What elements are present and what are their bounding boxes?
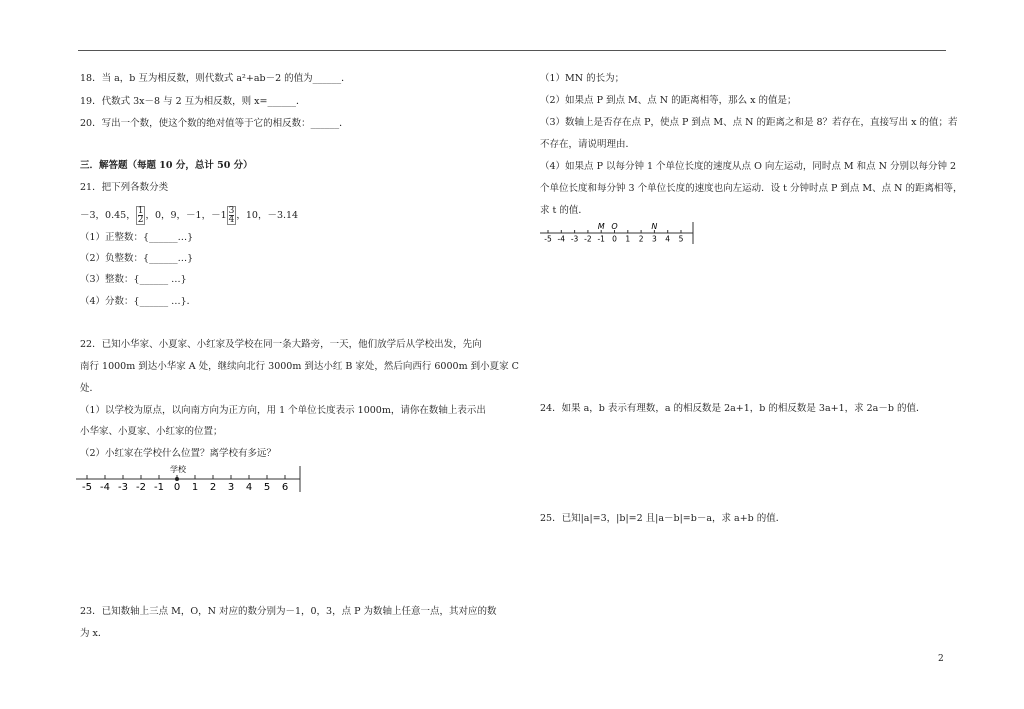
question-21-part-4: （4）分数：{______ …}． [80,296,197,307]
fraction-half-numerator: 1 [137,206,144,216]
axis2-tick-label: 4 [665,234,671,244]
question-23-part-2: （2）如果点 P 到点 M、点 N 的距离相等，那么 x 的值是； [540,95,797,106]
question-22-part-2: （2）小红家在学校什么位置？离学校有多远？ [80,448,277,459]
axis2-tick-label: 3 [652,234,657,244]
question-22-part-1b: 小华家、小夏家、小红家的位置； [80,426,223,437]
fraction-three-quarters-numerator: 3 [228,206,235,216]
point-label-o: O [611,222,618,231]
question-23-part-4b: 个单位长度和每分钟 3 个单位长度的速度也向左运动．设 t 分钟时点 P 到点 M、点 N 的距离相等， [540,183,963,194]
question-21-numbers [80,206,298,226]
axis2-tick-label: -1 [597,234,605,244]
numbers-part-b: ，0，9，－1，－1 [145,210,227,221]
numbers-part-a: －3，0.45， [80,210,136,221]
axis2-tick-label: -4 [557,234,566,244]
page-number: 2 [938,654,944,664]
point-label-n: N [651,222,658,231]
question-18: 18．当 a，b 互为相反数，则代数式 a²+ab－2 的值为______． [80,73,351,84]
question-21-part-1: （1）正整数：{______…} [80,232,194,243]
question-20: 20．写出一个数，使这个数的绝对值等于它的相反数：______． [80,118,349,129]
axis1-tick-label: 3 [227,482,235,493]
school-label: 学校 [170,465,186,474]
question-21-part-3: （3）整数：{______ …} [80,274,187,285]
axis1-tick-label: 1 [191,482,199,493]
question-23-part-1: （1）MN 的长为； [540,73,625,84]
axis1-tick-label: -3 [118,482,128,493]
axis1-tick-label: 5 [263,482,271,493]
question-22-line-2: 南行 1000m 到达小华家 A 处，继续向北行 3000m 到达小红 B 家处，然后向西行 6000m 到小夏家 C [80,361,519,372]
point-label-m: M [597,222,605,231]
question-23-line-2: 为 x． [80,628,108,639]
question-23-part-4a: （4）如果点 P 以每分钟 1 个单位长度的速度从点 O 向左运动，同时点 M 和点 N 分别以每分钟 2 [540,161,957,172]
header-rule [78,50,946,51]
question-23-part-3a: （3）数轴上是否存在点 P，使点 P 到点 M、点 N 的距离之和是 8？若存在，直接写出 x 的值；若 [540,117,958,128]
question-22-line-1: 22．已知小华家、小夏家、小红家及学校在同一条大路旁，一天，他们放学后从学校出发，先向 [80,339,482,350]
question-22-part-1a: （1）以学校为原点，以向南方向为正方向，用 1 个单位长度表示 1000m，请你在数轴上表示出 [80,405,486,416]
numbers-part-c: ，10，－3.14 [236,210,299,221]
axis1-tick-label: -5 [82,482,92,493]
fraction-three-quarters [227,206,237,225]
axis2-tick-label: 2 [638,234,644,244]
question-21-part-2: （2）负整数：{______…} [80,253,194,264]
question-19: 19．代数式 3x－8 与 2 互为相反数，则 x=______． [80,96,306,107]
question-23-part-4c: 求 t 的值． [540,205,588,216]
axis1-tick-label: -1 [154,482,164,493]
fraction-half [136,206,146,225]
axis2-tick-label: -2 [584,234,592,244]
axis1-tick-label: 0 [173,482,181,493]
question-23-line-1: 23．已知数轴上三点 M，O，N 对应的数分别为－1，0，3，点 P 为数轴上任意一点，其对应的数 [80,606,497,617]
axis2-tick-label: -3 [570,234,579,244]
axis2-tick-label: 1 [625,234,631,244]
axis2-tick-label: -5 [544,234,552,244]
fraction-half-denominator: 2 [137,215,144,225]
axis1-tick-label: 2 [209,482,217,493]
question-25: 25．已知|a|=3，|b|=2 且|a－b|=b－a，求 a+b 的值． [540,513,786,524]
axis1-tick-label: 6 [281,482,289,493]
number-line-mon [538,220,700,246]
axis1-tick-label: -2 [136,482,146,493]
fraction-three-quarters-denominator: 4 [228,215,235,225]
question-21: 21．把下列各数分类 [80,182,169,193]
axis2-tick-label: 0 [612,234,617,244]
number-line-school [74,464,308,494]
axis2-tick-label: 5 [678,234,684,244]
question-24: 24．如果 a，b 表示有理数，a 的相反数是 2a+1，b 的相反数是 3a+1，求 2a－b 的值． [540,403,926,414]
school-point [175,477,179,481]
section-heading: 三．解答题（每题 10 分，总计 50 分） [80,160,253,171]
axis1-tick-label: 4 [245,482,253,493]
question-23-part-3b: 不存在，请说明理由． [540,139,636,150]
axis1-tick-label: -4 [100,482,110,493]
question-22-line-3: 处． [80,383,100,394]
